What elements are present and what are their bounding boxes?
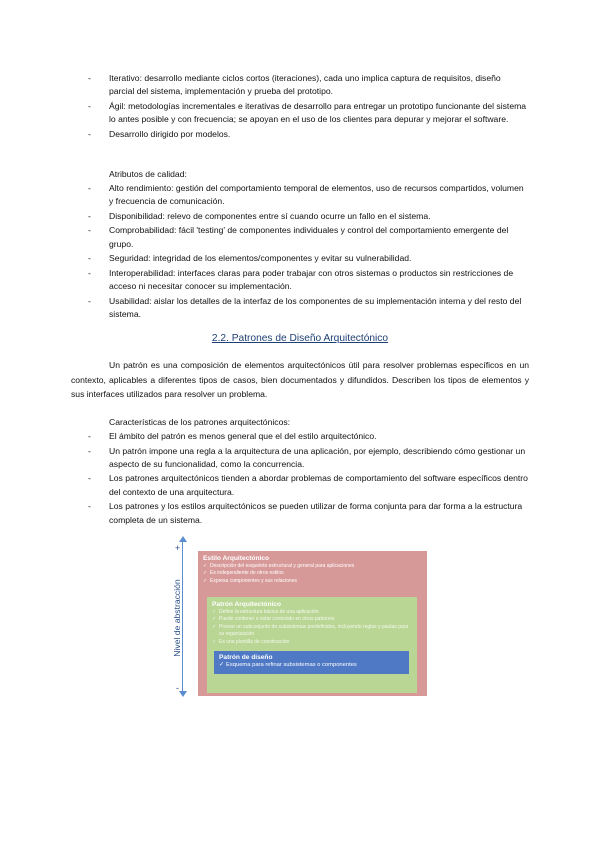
box-items	[219, 662, 404, 669]
list-item: - Los patrones y los estilos arquitectónicos se pueden utilizar de forma conjunta para dar forma a la estructura completa de un sistema.	[88, 501, 523, 525]
arrow-up-icon	[179, 536, 187, 542]
box-items	[203, 563, 422, 585]
check-icon: ✓	[212, 609, 217, 615]
check-icon: ✓	[212, 638, 217, 645]
axis-label: Nivel de abstracción	[172, 579, 182, 657]
quality-list	[88, 182, 528, 323]
bullet-dash: -	[88, 473, 91, 484]
list-item: - Ágil: metodologías incrementales e iterativas de desarrollo para entregar un prototipo funcionante del sistema lo antes posible y con frecuencia; se apoyan en el uso de los clientes para depurar y mejorar el software.	[88, 100, 527, 125]
box-item: ✓ Es una plantilla de construcción	[212, 638, 290, 645]
box-items	[212, 609, 412, 646]
arrow-down-icon	[179, 691, 187, 697]
box-item: ✓ Expresa componentes y sus relaciones	[203, 577, 297, 584]
box-item: ✓ Puede contener o estar contenido en otros patrones	[212, 616, 335, 623]
box-item: ✓ Provee un subconjunto de subsistemas predefinidos, incluyendo reglas y pautas para su organización	[212, 623, 409, 638]
abstraction-diagram	[170, 540, 428, 697]
axis-top-sign: +	[175, 543, 181, 553]
architectural-pattern-box	[207, 597, 417, 693]
check-icon: ✓	[212, 623, 217, 630]
check-icon: ✓	[212, 616, 217, 623]
list-item: - Alto rendimiento: gestión del comportamiento temporal de elementos, uso de recursos compartidos, volumen y frecuencia de comunicación.	[88, 183, 524, 207]
patterns-heading: Características de los patrones arquitectónicos:	[109, 417, 291, 427]
box-title: Patrón de diseño	[219, 654, 273, 661]
bullet-dash: -	[88, 183, 91, 193]
list-item: - Disponibilidad: relevo de componentes entre sí cuando ocurre un fallo en el sistema.	[88, 210, 528, 223]
box-item: ✓ Define la estructura básica de una aplicación	[212, 609, 319, 615]
box-item: ✓ Es independiente de otros estilos	[203, 570, 284, 577]
bullet-dash: -	[88, 210, 91, 221]
list-item: - Usabilidad: aislar los detalles de la interfaz de los componentes de su implementación interna y del resto del sistema.	[88, 295, 522, 320]
bullet-dash: -	[88, 431, 91, 441]
box-title: Estilo Arquitectónico	[203, 555, 270, 562]
design-pattern-box	[214, 651, 409, 674]
bullet-dash: -	[88, 73, 91, 83]
check-icon: ✓	[203, 570, 208, 577]
bullet-dash: -	[88, 128, 91, 139]
list-item: - Comprobabilidad: fácil 'testing' de componentes individuales y control del comportamiento emergente del grupo.	[88, 225, 509, 249]
section-title: 2.2. Patrones de Diseño Arquitectónico	[211, 333, 389, 344]
bullet-dash: -	[88, 100, 91, 111]
quality-heading: Atributos de calidad:	[109, 169, 187, 179]
bullet-dash: -	[88, 253, 91, 264]
box-title: Patrón Arquitectónico	[212, 601, 281, 608]
list-item: - Iterativo: desarrollo mediante ciclos cortos (iteraciones), cada uno implica captura de requisitos, diseño parcial del sistema, implementación y prueba del prototipo.	[88, 73, 501, 97]
bullet-dash: -	[88, 501, 91, 512]
list-item: - Interoperabilidad: interfaces claras para poder trabajar con otros sistemas o productos sin restricciones de acceso ni necesitar conocer su implementación.	[88, 267, 514, 292]
bullet-dash: -	[88, 295, 91, 306]
bullet-dash: -	[88, 445, 91, 456]
check-icon: ✓	[203, 577, 208, 584]
development-list	[88, 72, 528, 142]
check-icon: ✓	[203, 563, 208, 569]
list-item: - Un patrón impone una regla a la arquitectura de una aplicación, por ejemplo, describiendo cómo gestionar un aspecto de su funcionalidad, como la concurrencia.	[88, 445, 526, 469]
bullet-dash: -	[88, 267, 91, 278]
list-item: - El ámbito del patrón es menos general que el del estilo arquitectónico.	[88, 430, 528, 443]
bullet-dash: -	[88, 225, 91, 236]
box-item: ✓ Esquema para refinar subsistemas o componentes	[219, 662, 357, 668]
box-item: ✓ Descripción del esqueleto estructural y general para aplicaciones	[203, 563, 355, 569]
list-item: - Desarrollo dirigido por modelos.	[88, 128, 528, 141]
check-icon: ✓	[219, 662, 224, 668]
body-paragraph: Un patrón es una composición de elementos arquitectónicos útil para resolver problemas específicos en un contexto, aplicables a diferentes tipos de casos, bien documentados y difundidos. Describen los tipos de elementos y sus interfaces utilizados para resolver un problema.	[71, 360, 529, 400]
list-item: - Seguridad: integridad de los elementos/componentes y evitar su vulnerabilidad.	[88, 252, 528, 265]
list-item: - Los patrones arquitectónicos tienden a abordar problemas de comportamiento del software específicos dentro del contexto de una arquitectura.	[88, 473, 528, 497]
abstraction-axis	[182, 540, 183, 693]
axis-bottom-sign: -	[176, 683, 179, 693]
patterns-list	[88, 430, 528, 528]
